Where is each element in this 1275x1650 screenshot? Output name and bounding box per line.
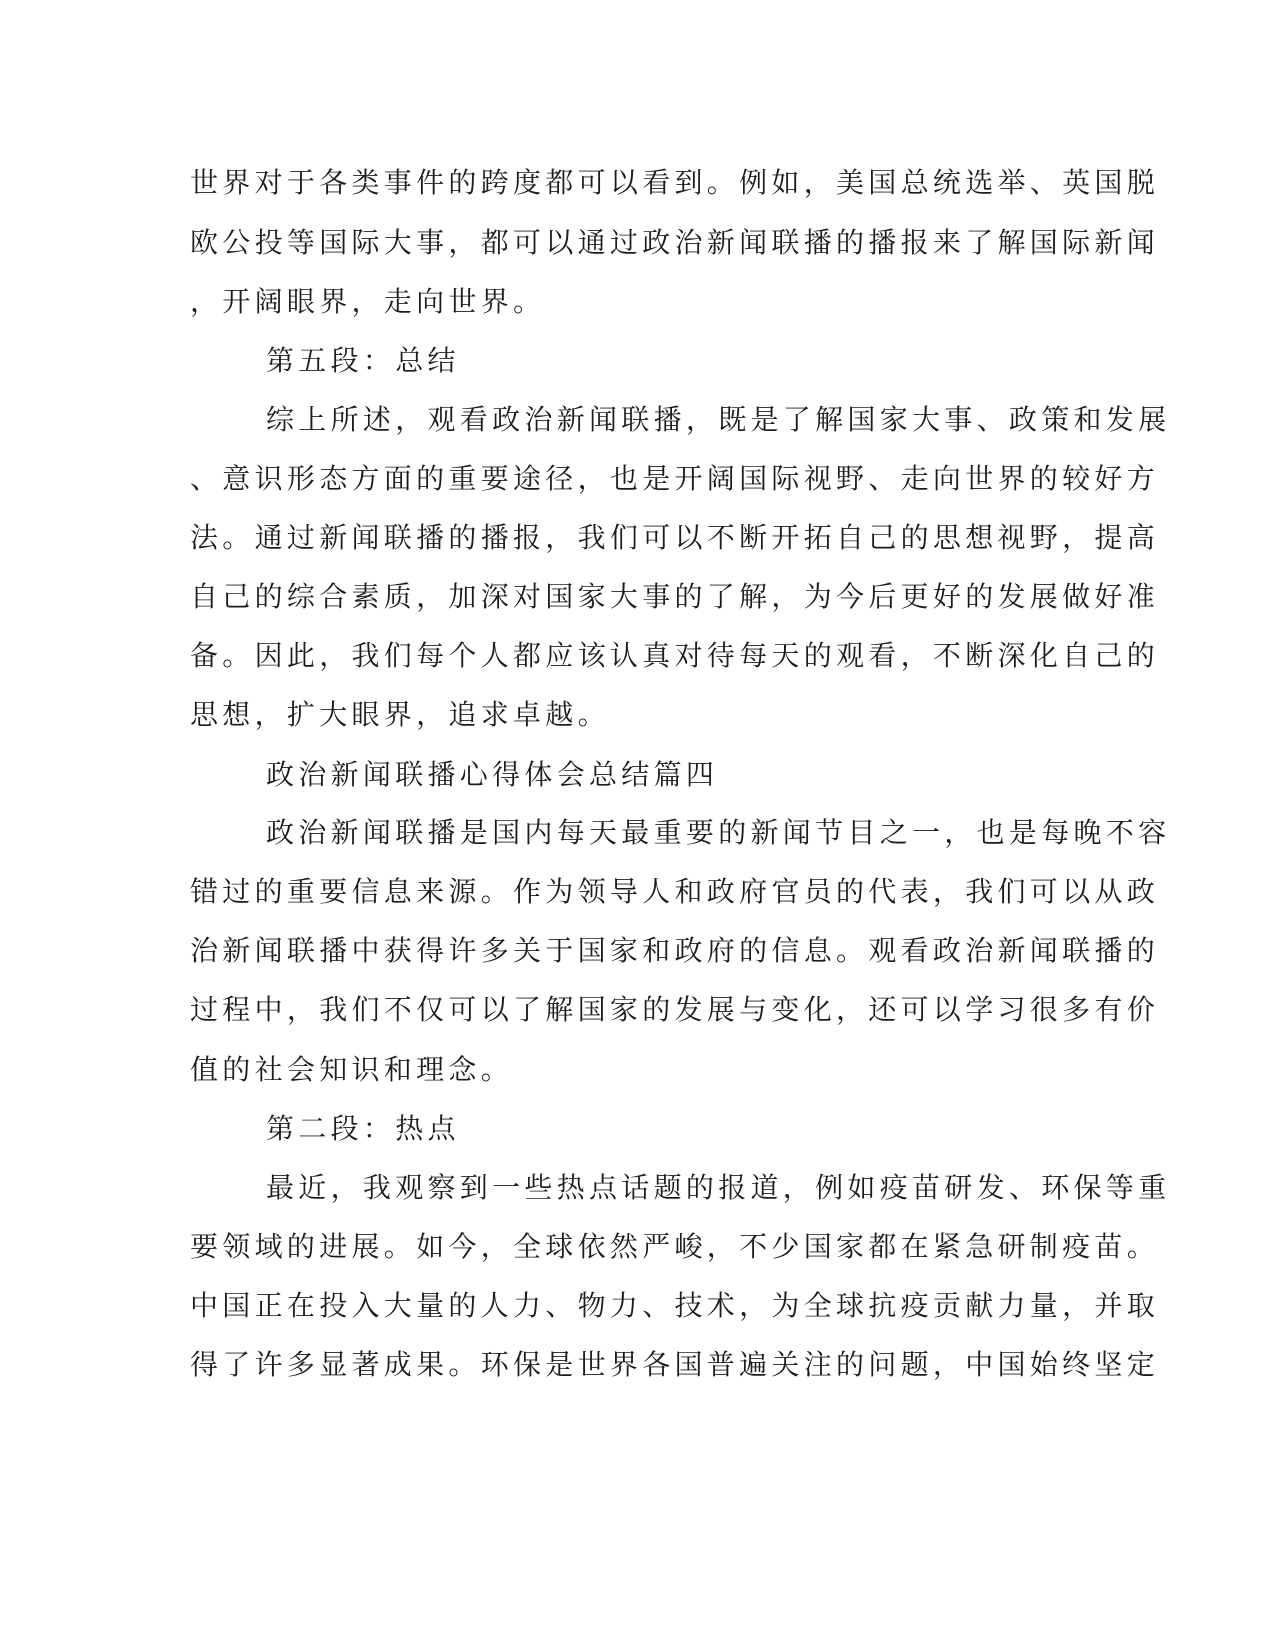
text-line: 要领域的进展。如今，全球依然严峻，不少国家都在紧急研制疫苗。 bbox=[190, 1230, 1160, 1263]
text-line: 过程中，我们不仅可以了解国家的发展与变化，还可以学习很多有价 bbox=[190, 993, 1160, 1026]
text-line: 值的社会知识和理念。 bbox=[190, 1053, 514, 1086]
text-line: 法。通过新闻联播的播报，我们可以不断开拓自己的思想视野，提高 bbox=[190, 521, 1160, 554]
text-line: 自己的综合素质，加深对国家大事的了解，为今后更好的发展做好准 bbox=[190, 580, 1160, 613]
text-line: ，开阔眼界，走向世界。 bbox=[190, 285, 546, 318]
text-line: 欧公投等国际大事，都可以通过政治新闻联播的播报来了解国际新闻 bbox=[190, 226, 1160, 259]
text-line: 备。因此，我们每个人都应该认真对待每天的观看，不断深化自己的 bbox=[190, 639, 1160, 672]
section-heading: 第二段：热点 bbox=[266, 1112, 460, 1145]
text-line: 思想，扩大眼界，追求卓越。 bbox=[190, 698, 610, 731]
section-heading: 第五段：总结 bbox=[266, 344, 460, 377]
article-title: 政治新闻联播心得体会总结篇四 bbox=[266, 758, 719, 791]
paragraph-first-line: 最近，我观察到一些热点话题的报道，例如疫苗研发、环保等重 bbox=[266, 1171, 1171, 1204]
text-line: 世界对于各类事件的跨度都可以看到。例如，美国总统选举、英国脱 bbox=[190, 166, 1160, 199]
text-line: 得了许多显著成果。环保是世界各国普遍关注的问题，中国始终坚定 bbox=[190, 1348, 1160, 1381]
paragraph-first-line: 综上所述，观看政治新闻联播，既是了解国家大事、政策和发展 bbox=[266, 403, 1171, 436]
text-line: 错过的重要信息来源。作为领导人和政府官员的代表，我们可以从政 bbox=[190, 875, 1160, 908]
text-line: 中国正在投入大量的人力、物力、技术，为全球抗疫贡献力量，并取 bbox=[190, 1289, 1160, 1322]
text-line: 、意识形态方面的重要途径，也是开阔国际视野、走向世界的较好方 bbox=[190, 462, 1160, 495]
text-line: 治新闻联播中获得许多关于国家和政府的信息。观看政治新闻联播的 bbox=[190, 934, 1160, 967]
paragraph-first-line: 政治新闻联播是国内每天最重要的新闻节目之一，也是每晚不容 bbox=[266, 816, 1171, 849]
